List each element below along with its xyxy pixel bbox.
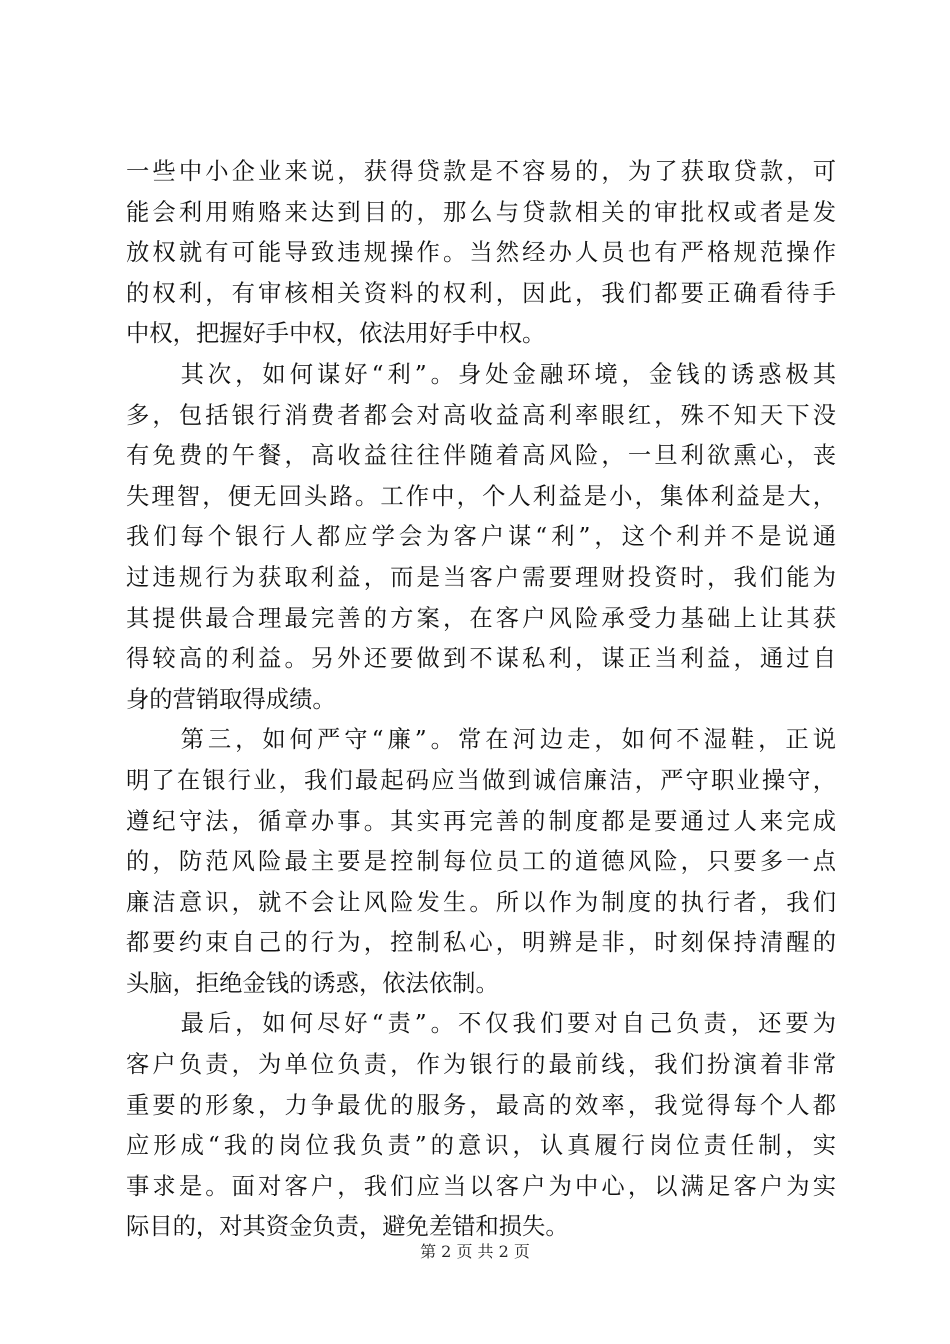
text-line: 放权就有可能导致违规操作。当然经办人员也有严格规范操作 — [126, 239, 836, 267]
text-line: 最后，如何尽好“责”。不仅我们要对自己负责，还要为 — [126, 1010, 836, 1038]
body-text — [126, 152, 836, 1248]
text-line: 有免费的午餐，高收益往往伴随着高风险，一旦利欲熏心，丧 — [126, 442, 836, 470]
text-line: 事求是。面对客户，我们应当以客户为中心，以满足客户为实 — [126, 1172, 836, 1200]
text-line: 第三，如何严守“廉”。常在河边走，如何不湿鞋，正说 — [126, 726, 836, 754]
text-line: 客户负责，为单位负责，作为银行的最前线，我们扮演着非常 — [126, 1051, 836, 1079]
text-line: 我们每个银行人都应学会为客户谋“利”，这个利并不是说通 — [126, 523, 836, 551]
text-line: 遵纪守法，循章办事。其实再完善的制度都是要通过人来完成 — [126, 807, 836, 835]
text-line: 际目的，对其资金负责，避免差错和损失。 — [126, 1213, 569, 1241]
text-line: 一些中小企业来说，获得贷款是不容易的，为了获取贷款，可 — [126, 158, 836, 185]
text-line: 其提供最合理最完善的方案，在客户风险承受力基础上让其获 — [126, 604, 836, 632]
text-line: 失理智，便无回头路。工作中，个人利益是小，集体利益是大， — [126, 482, 836, 510]
text-line: 的，防范风险最主要是控制每位员工的道德风险，只要多一点 — [126, 848, 836, 876]
text-line: 廉洁意识，就不会让风险发生。所以作为制度的执行者，我们 — [126, 888, 836, 916]
text-line: 得较高的利益。另外还要做到不谋私利，谋正当利益，通过自 — [126, 645, 836, 673]
text-line: 都要约束自己的行为，控制私心，明辨是非，时刻保持清醒的 — [126, 929, 836, 957]
text-line: 过违规行为获取利益，而是当客户需要理财投资时，我们能为 — [126, 563, 836, 591]
text-line: 应形成“我的岗位我负责”的意识，认真履行岗位责任制，实 — [126, 1132, 836, 1160]
page-footer: 第 2 页 共 2 页 — [420, 1242, 530, 1261]
text-line: 的权利，有审核相关资料的权利，因此，我们都要正确看待手 — [126, 279, 836, 307]
text-line: 重要的形象，力争最优的服务，最高的效率，我觉得每个人都 — [126, 1091, 836, 1119]
text-line: 能会利用贿赂来达到目的，那么与贷款相关的审批权或者是发 — [126, 198, 836, 226]
text-line: 多，包括银行消费者都会对高收益高利率眼红，殊不知天下没 — [126, 401, 836, 429]
text-line: 头脑，拒绝金钱的诱惑，依法依制。 — [126, 969, 499, 997]
text-line: 中权，把握好手中权，依法用好手中权。 — [126, 320, 546, 348]
text-line: 身的营销取得成绩。 — [126, 685, 336, 713]
text-line: 其次，如何谋好“利”。身处金融环境，金钱的诱惑极其 — [126, 360, 836, 388]
text-line: 明了在银行业，我们最起码应当做到诚信廉洁，严守职业操守， — [126, 766, 836, 794]
